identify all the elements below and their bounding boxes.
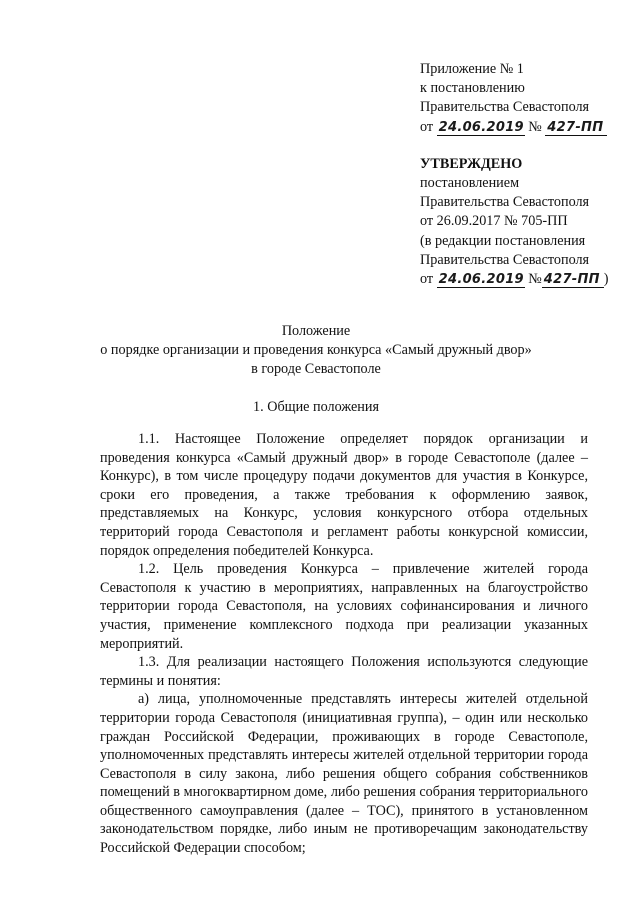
section-heading: 1. Общие положения: [253, 399, 379, 415]
number-prefix: №: [528, 118, 542, 135]
title-line: о порядке организации и проведения конкурса «Самый дружный двор»: [100, 342, 532, 359]
approved-heading: УТВЕРЖДЕНО: [420, 155, 523, 172]
document-body: [100, 430, 588, 858]
paragraph: 1.1. Настоящее Положение определяет порядок организации и проведения конкурса «Самый дружный двор» в городе Севастополе (далее – Конкурс), в том числе процедуру подачи документов для участия в Конкурсе, сроки его проведения, а также требования к оформлению заявок, представляемых на Конкурс, условия конкурсного отбора отдельных территорий города Севастополя и регламент работы конкурсной комиссии, порядок определения победителей Конкурса.: [100, 431, 588, 559]
handwritten-number: 427-ПП: [542, 272, 604, 288]
approved-line: постановлением: [420, 175, 520, 192]
number-prefix: №: [528, 271, 542, 288]
appendix-block: [420, 60, 625, 289]
closing-paren: ): [603, 271, 609, 288]
date-prefix: от: [420, 271, 434, 288]
appendix-line: Приложение № 1: [420, 61, 524, 77]
approved-date-line: [420, 270, 625, 289]
approved-line: (в редакции постановления: [420, 232, 586, 249]
paragraph: 1.2. Цель проведения Конкурса – привлечение жителей города Севастополя к участию в мероприятиях, направленных на благоустройство территории города Севастополя, на условиях софинансирования и личного участия, применение комплексного подхода при реализации указанных мероприятий.: [100, 561, 588, 652]
appendix-date-line: [420, 118, 625, 137]
title-line: в городе Севастополе: [251, 361, 381, 378]
handwritten-date: 24.06.2019: [438, 272, 524, 288]
handwritten-number: 427-ПП: [545, 120, 607, 136]
paragraph: а) лица, уполномоченные представлять интересы жителей отдельной территории города Севастополя (инициативная группа), – один или несколько граждан Российской Федерации, проживающих в городе Севастополе, уполномоченных представлять интересы жителей отдельной территории города Севастополя в силу закона, либо решения общего собрания собственников помещений в многоквартирном доме, либо решения собрания территориального общественного самоуправления (далее – ТОС), принятого в установленном законодательством порядке, либо иным не противоречащим законодательству Российской Федерации способом;: [100, 691, 588, 857]
handwritten-date: 24.06.2019: [438, 119, 524, 135]
title-line: Положение: [281, 323, 351, 339]
approved-line: Правительства Севастополя: [420, 194, 590, 211]
document-title: [0, 322, 632, 380]
appendix-line: к постановлению: [420, 80, 525, 97]
approved-line: от 26.09.2017 № 705-ПП: [420, 213, 568, 230]
paragraph: 1.3. Для реализации настоящего Положения используются следующие термины и понятия:: [100, 654, 588, 689]
appendix-line: Правительства Севастополя: [420, 99, 590, 116]
approved-line: Правительства Севастополя: [420, 251, 590, 268]
date-prefix: от: [420, 118, 434, 135]
